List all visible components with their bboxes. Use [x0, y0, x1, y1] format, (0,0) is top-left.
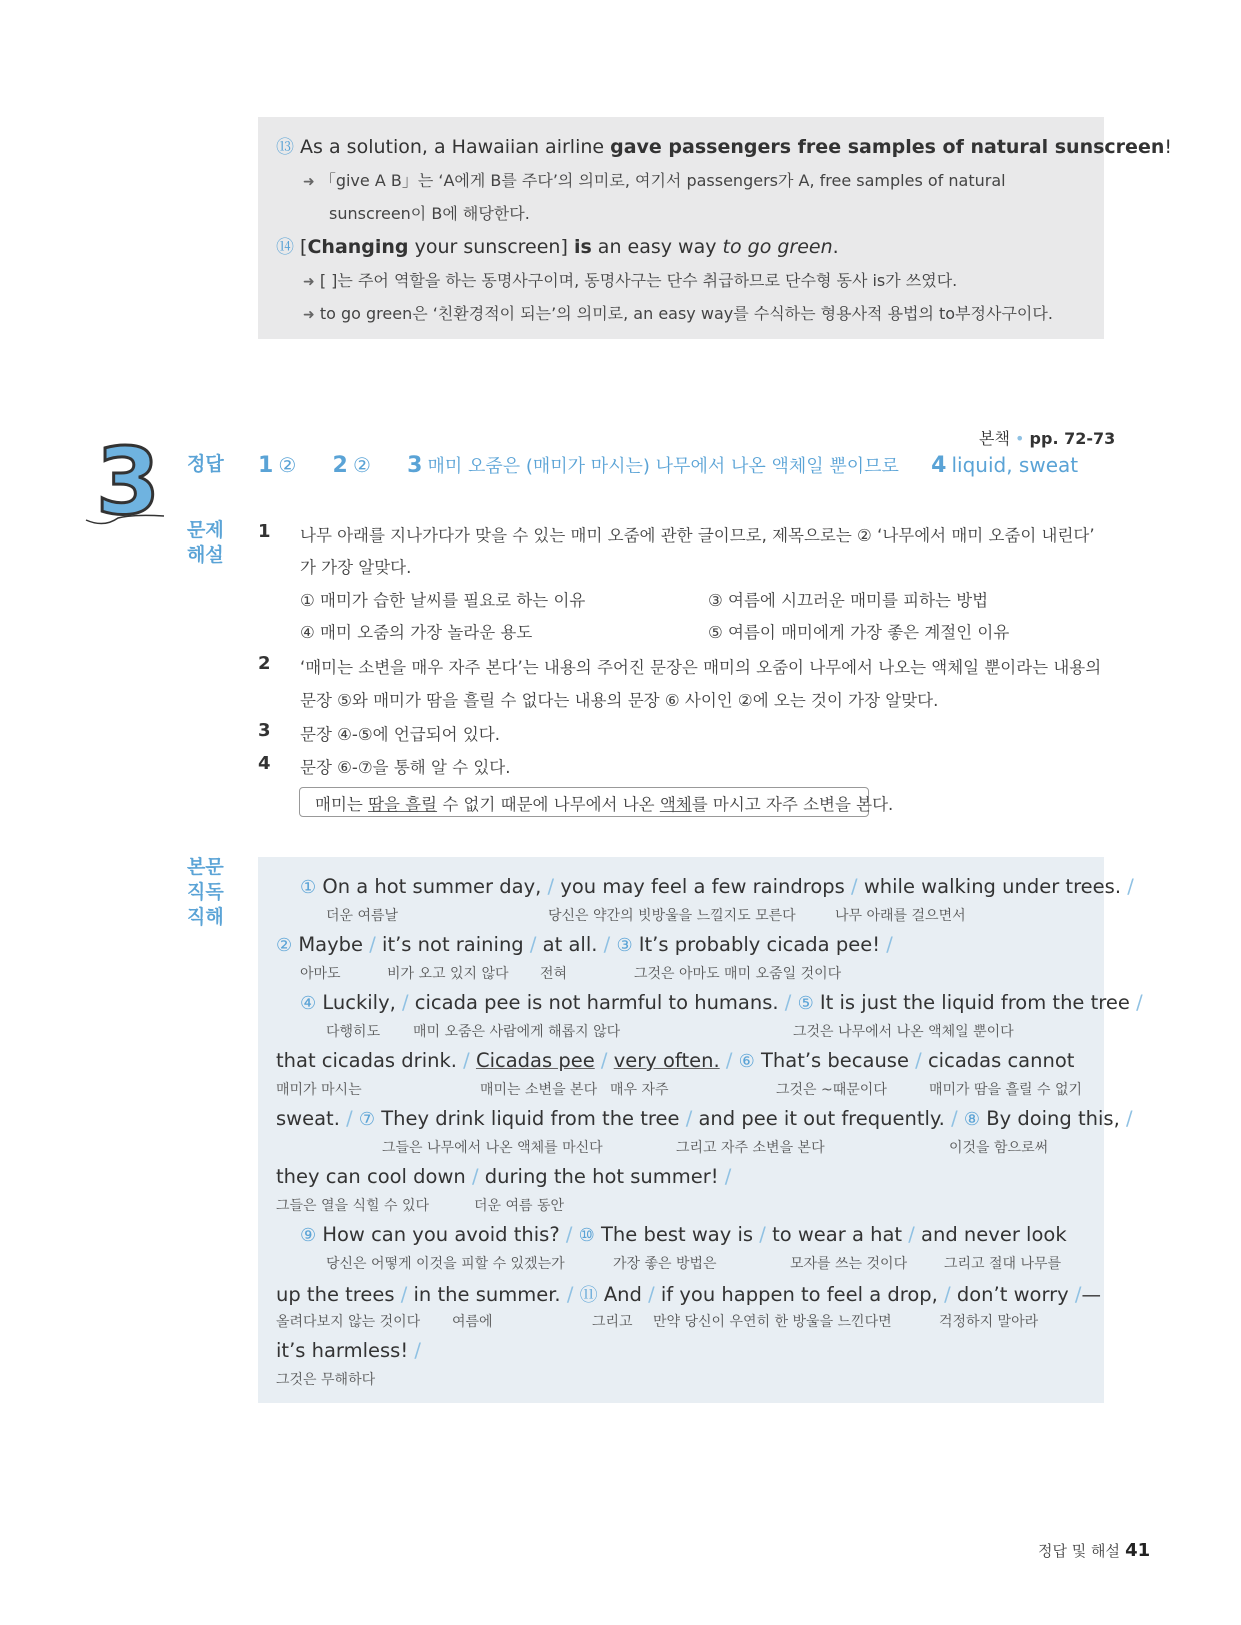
question-number: 4 — [258, 753, 271, 774]
section-number: 3 — [96, 428, 161, 535]
gloss: 그것은 ~때문이다 — [776, 1082, 887, 1098]
gloss: 그것은 나무에서 나온 액체일 뿐이다 — [793, 1024, 1014, 1040]
circled-number: ⑬ — [276, 137, 294, 158]
question-number: 1 — [258, 521, 271, 542]
explain-label: 문제 해설 — [187, 519, 224, 566]
q1-option-1: ① 매미가 습한 날씨를 필요로 하는 이유 — [300, 591, 586, 610]
gloss: 더운 여름 동안 — [474, 1198, 565, 1214]
gloss: 매미는 소변을 본다 — [480, 1082, 598, 1098]
gloss: 더운 여름날 — [326, 908, 399, 924]
sentence-13: ⑬ As a solution, a Hawaiian airline gave passengers free samples of natural sunscreen! — [276, 136, 1172, 158]
gloss: 그들은 나무에서 나온 액체를 마신다 — [382, 1140, 603, 1156]
gloss: 비가 오고 있지 않다 — [387, 966, 509, 982]
q1-option-5: ⑤ 여름이 매미에게 가장 좋은 계절인 이유 — [708, 623, 1010, 642]
gloss: 만약 당신이 우연히 한 방울을 느낀다면 — [653, 1314, 892, 1330]
gloss: 그들은 열을 식힐 수 있다 — [276, 1198, 430, 1214]
gloss: 모자를 쓰는 것이다 — [790, 1256, 908, 1272]
q2-line1: ‘매미는 소변을 매우 자주 본다’는 내용의 주어진 문장은 매미의 오줌이 나무에서 나오는 액체일 뿐이라는 내용의 — [300, 658, 1102, 677]
gloss: 그리고 절대 나무를 — [944, 1256, 1062, 1272]
q1-option-4: ④ 매미 오줌의 가장 놀라운 용도 — [300, 623, 533, 642]
reading-line-4: that cicadas drink. / Cicadas pee / very often. / ⑥ That’s because / cicadas cannot — [276, 1049, 1075, 1072]
gloss: 올려다보지 않는 것이다 — [276, 1314, 421, 1330]
gloss: 그리고 — [592, 1314, 633, 1330]
page-number: 41 — [1125, 1540, 1151, 1561]
q4-answer-sentence: 매미는 땀을 흘릴 수 없기 때문에 나무에서 나온 액체를 마시고 자주 소변을 본다. — [315, 795, 894, 814]
reading-line-6: they can cool down / during the hot summer! / — [276, 1165, 732, 1188]
reading-line-1: ① On a hot summer day, / you may feel a few raindrops / while walking under trees. / — [300, 875, 1134, 898]
answer-label: 정답 — [187, 453, 224, 475]
gloss: 그리고 자주 소변을 본다 — [676, 1140, 825, 1156]
reading-line-2: ② Maybe / it’s not raining / at all. / ③ It’s probably cicada pee! / — [276, 933, 893, 956]
answer-row: 1 ② 2 ② 3 매미 오줌은 (매미가 마시는) 나무에서 나온 액체일 뿐이므로 4 liquid, sweat — [258, 453, 1079, 478]
q3-text: 문장 ④-⑤에 언급되어 있다. — [300, 725, 500, 744]
page-reference: 본책 • pp. 72-73 — [979, 429, 1116, 448]
q1-option-3: ③ 여름에 시끄러운 매미를 피하는 방법 — [708, 591, 989, 610]
note-13-line1: ➜ 「give A B」는 ‘A에게 B를 주다’의 의미로, 여기서 passengers가 A, free samples of natural — [303, 171, 1006, 190]
note-14-line2: ➜ to go green은 ‘친환경적이 되는’의 의미로, an easy way를 수식하는 형용사적 용법의 to부정사구이다. — [303, 304, 1053, 323]
arrow-right-icon: ➜ — [303, 174, 315, 190]
reading-label: 본문 직독 직해 — [187, 856, 224, 928]
reading-line-7: ⑨ How can you avoid this? / ⑩ The best way is / to wear a hat / and never look — [300, 1223, 1067, 1246]
circled-number: ⑭ — [276, 237, 294, 258]
q4-text: 문장 ⑥-⑦을 통해 알 수 있다. — [300, 758, 511, 777]
question-number: 2 — [258, 653, 271, 674]
gloss: 매우 자주 — [610, 1082, 669, 1098]
arrow-right-icon: ➜ — [303, 274, 315, 290]
gloss: 당신은 어떻게 이것을 피할 수 있겠는가 — [326, 1256, 565, 1272]
gloss: 당신은 약간의 빗방울을 느낄지도 모른다 — [548, 908, 796, 924]
arrow-right-icon: ➜ — [303, 307, 315, 323]
question-number: 3 — [258, 720, 271, 741]
gloss: 가장 좋은 방법은 — [613, 1256, 717, 1272]
note-14-line1: ➜ [ ]는 주어 역할을 하는 동명사구이며, 동명사구는 단수 취급하므로 단수형 동사 is가 쓰였다. — [303, 271, 958, 290]
gloss: 매미가 마시는 — [276, 1082, 362, 1098]
gloss: 매미가 땀을 흘릴 수 없기 — [929, 1082, 1083, 1098]
note-13-line2: sunscreen이 B에 해당한다. — [329, 204, 530, 223]
gloss: 그것은 무해하다 — [276, 1372, 376, 1388]
page-footer: 정답 및 해설 41 — [1038, 1540, 1151, 1561]
gloss: 매미 오줌은 사람에게 해롭지 않다 — [413, 1024, 621, 1040]
gloss: 다행히도 — [326, 1024, 381, 1040]
gloss: 나무 아래를 걸으면서 — [835, 908, 966, 924]
gloss: 전혀 — [540, 966, 568, 982]
gloss: 여름에 — [452, 1314, 493, 1330]
q1-line2: 가 가장 알맞다. — [300, 558, 412, 577]
q2-line2: 문장 ⑤와 매미가 땀을 흘릴 수 없다는 내용의 문장 ⑥ 사이인 ②에 오는 것이 가장 알맞다. — [300, 691, 939, 710]
gloss: 그것은 아마도 매미 오줌일 것이다 — [634, 966, 842, 982]
gloss: 이것을 함으로써 — [949, 1140, 1049, 1156]
section-number-swoosh — [84, 512, 166, 526]
reading-line-5: sweat. / ⑦ They drink liquid from the tree / and pee it out frequently. / ⑧ By doing this, / — [276, 1107, 1133, 1130]
reading-line-9: it’s harmless! / — [276, 1339, 421, 1362]
reading-line-3: ④ Luckily, / cicada pee is not harmful to humans. / ⑤ It is just the liquid from the tree / — [300, 991, 1143, 1014]
gloss: 걱정하지 말아라 — [939, 1314, 1039, 1330]
reading-line-8: up the trees / in the summer. / ⑪ And / if you happen to feel a drop, / don’t worry /— — [276, 1283, 1101, 1306]
gloss: 아마도 — [300, 966, 341, 982]
q1-line1: 나무 아래를 지나가다가 맞을 수 있는 매미 오줌에 관한 글이므로, 제목으로는 ② ‘나무에서 매미 오줌이 내린다’ — [300, 526, 1095, 545]
sentence-14: ⑭ [Changing your sunscreen] is an easy way to go green. — [276, 236, 839, 258]
